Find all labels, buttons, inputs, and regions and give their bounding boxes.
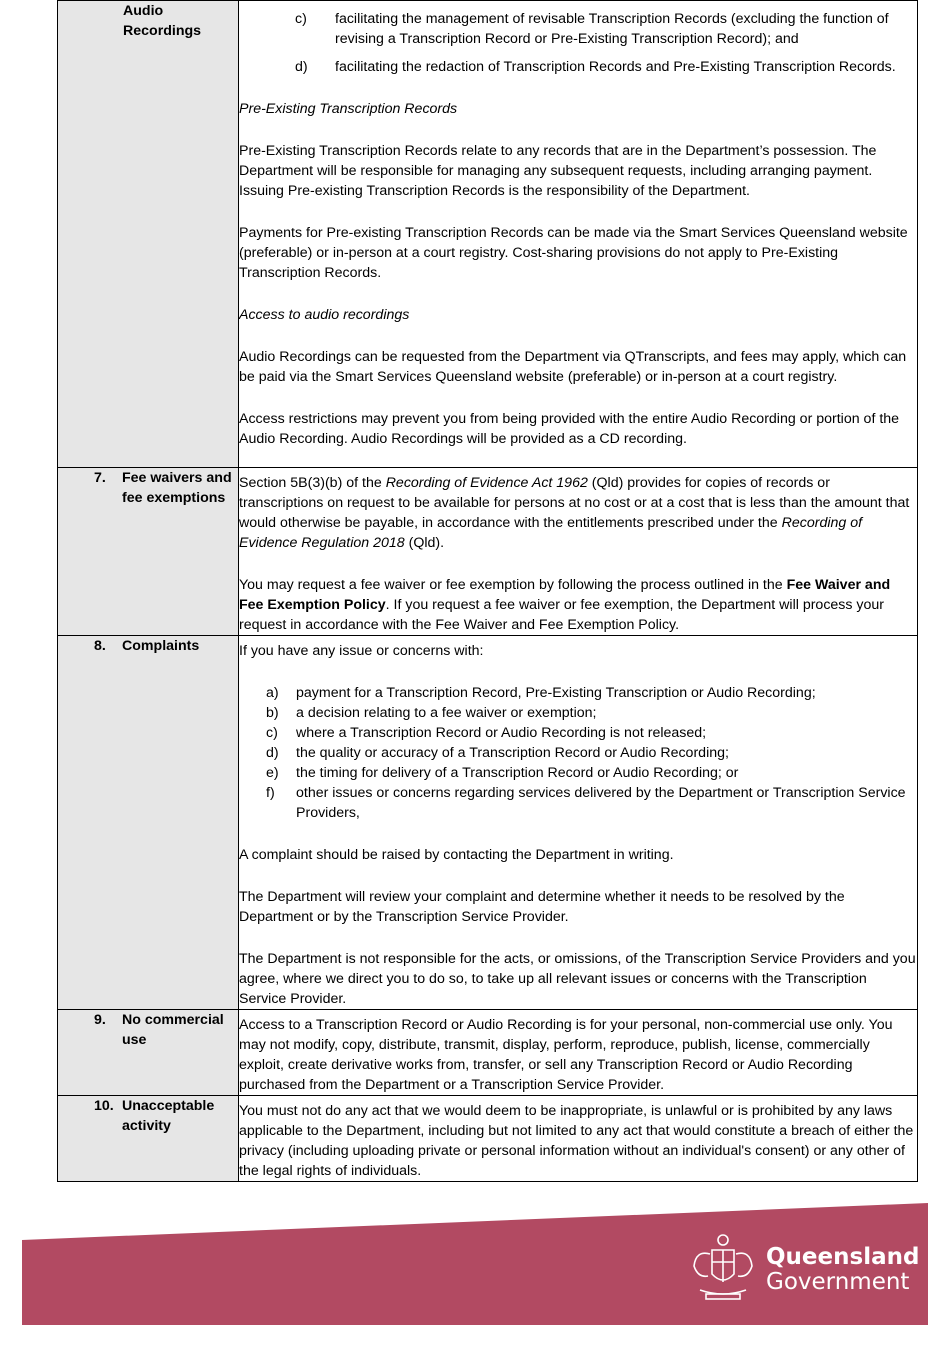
section-label-cell	[58, 1, 239, 468]
section-number: 7.	[94, 470, 106, 486]
section-title: No commercial use	[122, 1012, 224, 1048]
list-item: f) other issues or concerns regarding services delivered by the Department or Transcription Service Providers,	[266, 785, 906, 821]
terms-table	[57, 0, 918, 1182]
section-heading	[58, 636, 238, 656]
table-row	[58, 1, 918, 468]
list-text: facilitating the redaction of Transcription Records and Pre-Existing Transcription Records.	[335, 59, 896, 75]
paragraph: Audio Recordings can be requested from the Department via QTranscripts, and fees may apply, which can be paid via the Smart Services Queensland website (preferable) or in-person at a court registry.	[239, 349, 907, 385]
section-number: 10.	[94, 1098, 114, 1114]
queensland-government-logo	[766, 1245, 919, 1295]
list-text: facilitating the management of revisable Transcription Records (excluding the function of revising a Transcription Record or Pre-Existing Transcription Record); and	[335, 11, 889, 47]
section-content-cell	[239, 1, 918, 468]
section-heading	[58, 1096, 238, 1136]
section-content-cell	[239, 468, 918, 636]
section-content-cell	[239, 1096, 918, 1182]
section-content-cell	[239, 636, 918, 1010]
list-marker: d)	[295, 59, 308, 75]
paragraph: You may request a fee waiver or fee exemption by following the process outlined in the Fee Waiver and Fee Exemption Policy. If you request a fee waiver or fee exemption, the Department will process your request in accordance with the Fee Waiver and Fee Exemption Policy.	[239, 577, 891, 633]
paragraph: The Department is not responsible for the acts, or omissions, of the Transcription Service Providers and you agree, where we direct you to do so, to take up all relevant issues or concerns with the Transcription Service Provider.	[239, 951, 916, 1007]
section-label-cell	[58, 468, 239, 636]
subheading: Pre-Existing Transcription Records	[239, 101, 458, 117]
paragraph: If you have any issue or concerns with:	[239, 643, 484, 659]
subheading: Access to audio recordings	[239, 307, 410, 323]
brand-line-2: Government	[766, 1269, 910, 1295]
section-heading	[58, 468, 238, 508]
list-item: d) the quality or accuracy of a Transcription Record or Audio Recording;	[266, 745, 729, 761]
section-heading: Audio Recordings	[123, 3, 202, 39]
list-marker: c)	[295, 11, 307, 27]
complaint-list	[239, 683, 917, 823]
table-row	[58, 1010, 918, 1096]
section-label-cell	[58, 636, 239, 1010]
list-item: a) payment for a Transcription Record, Pre-Existing Transcription or Audio Recording;	[266, 685, 816, 701]
section-title: Fee waivers and fee exemptions	[122, 470, 232, 506]
brand-line-1: Queensland	[766, 1244, 920, 1270]
paragraph: The Department will review your complaint and determine whether it needs to be resolved by the Department or by the Transcription Service Provider.	[239, 889, 845, 925]
paragraph: You must not do any act that we would deem to be inappropriate, is unlawful or is prohibited by any laws applicable to the Department, including but not limited to any act that would constitute a breach of either the privacy (including uploading private or personal information without an individual's consent) or any other of the legal rights of individuals.	[239, 1103, 914, 1179]
section-number: 9.	[94, 1012, 106, 1028]
section-number: 8.	[94, 638, 106, 654]
list-item: c) where a Transcription Record or Audio Recording is not released;	[266, 725, 707, 741]
table-row	[58, 468, 918, 636]
section-label-cell	[58, 1010, 239, 1096]
list-item: b) a decision relating to a fee waiver or exemption;	[266, 705, 597, 721]
list-item: e) the timing for delivery of a Transcription Record or Audio Recording; or	[266, 765, 739, 781]
list-item	[239, 9, 917, 49]
section-label-cell	[58, 1096, 239, 1182]
list-item	[239, 57, 917, 77]
section-title: Complaints	[122, 638, 200, 654]
section-heading	[58, 1010, 238, 1050]
coat-of-arms-icon	[688, 1232, 758, 1304]
paragraph: Payments for Pre-existing Transcription Records can be made via the Smart Services Queensland website (preferable) or in-person at a court registry. Cost-sharing provisions do not apply to Pre-Existing Transcription Records.	[239, 225, 908, 281]
paragraph: Access to a Transcription Record or Audio Recording is for your personal, non-commercial use only. You may not modify, copy, distribute, transmit, display, perform, reproduce, publish, license, commercially exploit, create derivative works from, transfer, or sell any Transcription Record or Audio Recording purchased from the Department or a Transcription Service Provider.	[239, 1017, 893, 1093]
paragraph: Access restrictions may prevent you from being provided with the entire Audio Recording or portion of the Audio Recording. Audio Recordings will be provided as a CD recording.	[239, 411, 900, 447]
paragraph: A complaint should be raised by contacting the Department in writing.	[239, 847, 674, 863]
section-content-cell	[239, 1010, 918, 1096]
paragraph: Section 5B(3)(b) of the Recording of Evidence Act 1962 (Qld) provides for copies of records or transcriptions on request to be available for persons at no cost or at a cost that is less than the amount that would otherwise be payable, in accordance with the entitlements prescribed under the Recording of Evidence Regulation 2018 (Qld).	[239, 475, 910, 551]
table-row	[58, 1096, 918, 1182]
table-row	[58, 636, 918, 1010]
section-title: Unacceptable activity	[122, 1098, 215, 1134]
paragraph: Pre-Existing Transcription Records relate to any records that are in the Department’s possession. The Department will be responsible for managing any subsequent requests, including arranging payment. Issuing Pre-existing Transcription Records is the responsibility of the Department.	[239, 143, 877, 199]
